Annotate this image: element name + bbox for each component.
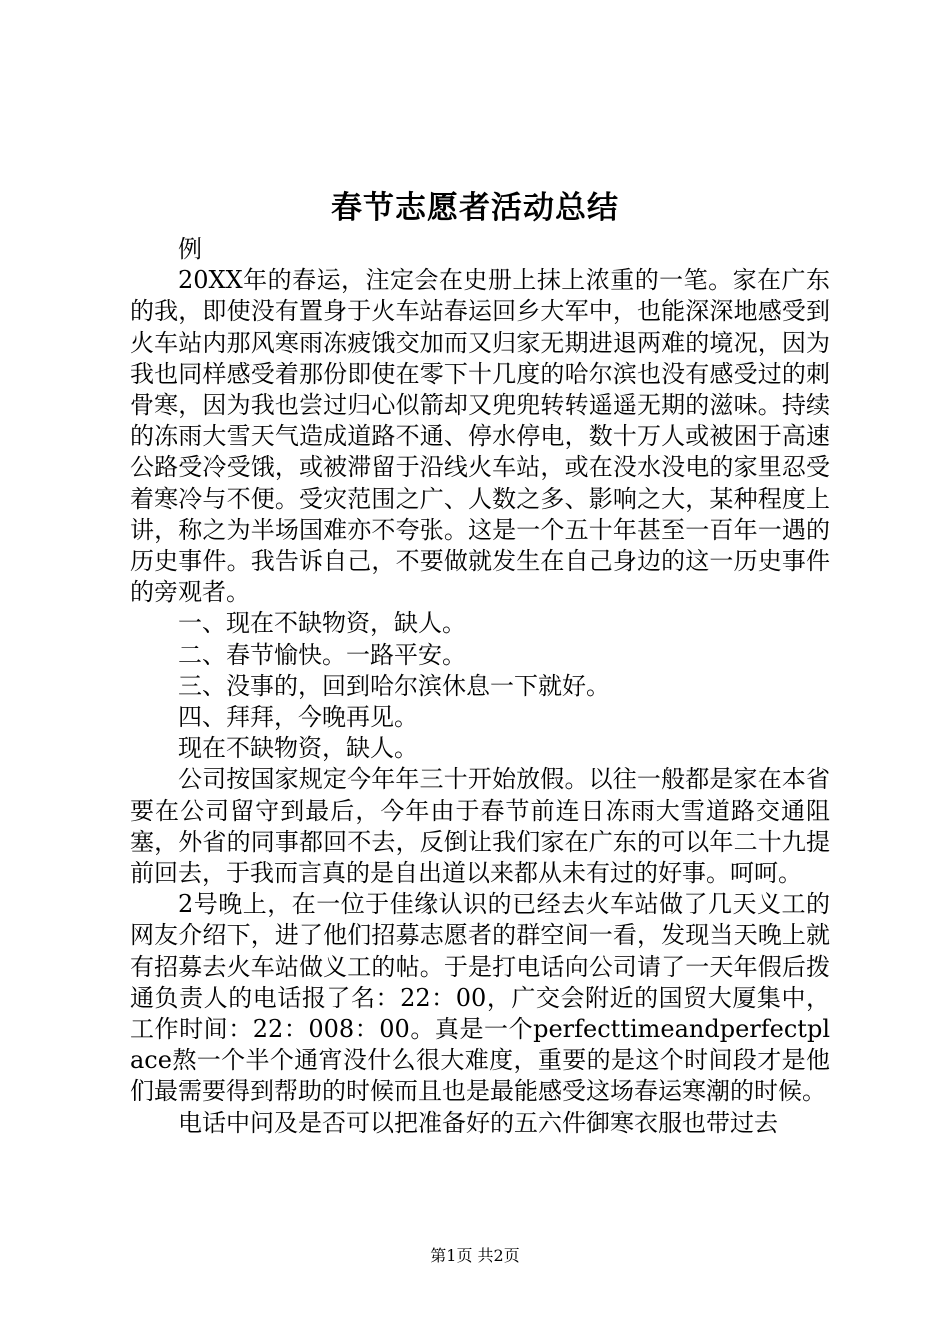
paragraph: 2号晚上，在一位于佳缘认识的已经去火车站做了几天义工的网友介绍下，进了他们招募志愿者的群空间一看，发现当天晚上就有招募去火车站做义工的帖。于是打电话向公司请了一天年假后拨通负责人的电话报了名：22：00，广交会附近的国贸大厦集中，工作时间：22：008：00。真是一个perfecttimeandperfectplace熬一个半个通宵没什么很大难度，重要的是这个时间段才是他们最需要得到帮助的时候而且也是最能感受这场春运寒潮的时候。 <box>130 890 830 1106</box>
paragraph: 例 <box>178 235 202 263</box>
list-item: 二、春节愉快。一路平安。 <box>178 640 466 669</box>
document-body <box>130 234 830 1139</box>
paragraph: 公司按国家规定今年年三十开始放假。以往一般都是家在本省要在公司留守到最后，今年由于春节前连日冻雨大雪道路交通阻塞，外省的同事都回不去，反倒让我们家在广东的可以年二十九提前回去，于我而言真的是自出道以来都从未有过的好事。呵呵。 <box>130 765 830 888</box>
paragraph: 电话中问及是否可以把准备好的五六件御寒衣服也带过去 <box>178 1108 778 1137</box>
page-number-footer: 第1页 共2页 <box>430 1246 520 1265</box>
document-title: 春节志愿者活动总结 <box>331 190 619 226</box>
list-item: 三、没事的，回到哈尔滨休息一下就好。 <box>178 671 610 700</box>
list-item: 四、拜拜，今晚再见。 <box>178 703 418 732</box>
list-item: 一、现在不缺物资，缺人。 <box>178 609 466 638</box>
paragraph: 现在不缺物资，缺人。 <box>178 734 418 763</box>
paragraph: 20XX年的春运，注定会在史册上抹上浓重的一笔。家在广东的我，即使没有置身于火车站春运回乡大军中，也能深深地感受到火车站内那风寒雨冻疲饿交加而又归家无期进退两难的境况，因为我也同样感受着那份即使在零下十几度的哈尔滨也没有感受过的刺骨寒，因为我也尝过归心似箭却又兜兜转转遥遥无期的滋味。持续的冻雨大雪天气造成道路不通、停水停电，数十万人或被困于高速公路受冷受饿，或被滞留于沿线火车站，或在没水没电的家里忍受着寒冷与不便。受灾范围之广、人数之多、影响之大，某种程度上讲，称之为半场国难亦不夸张。这是一个五十年甚至一百年一遇的历史事件。我告诉自己，不要做就发生在自己身边的这一历史事件的旁观者。 <box>130 266 830 607</box>
